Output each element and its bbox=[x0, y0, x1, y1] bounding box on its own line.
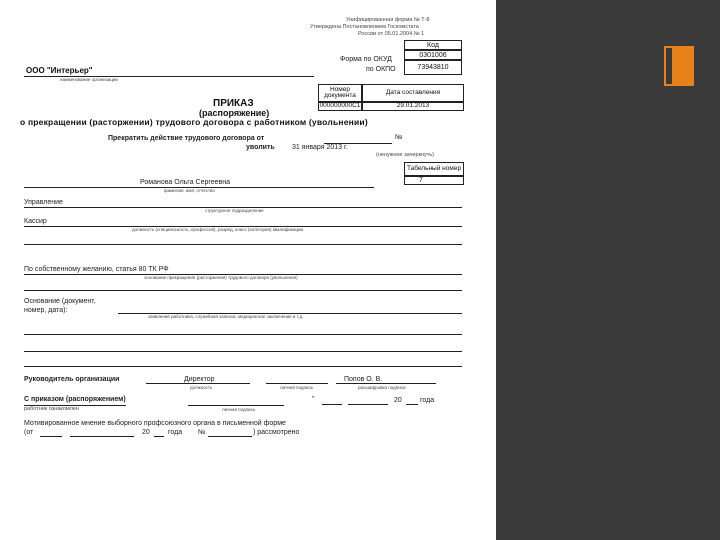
union-line2-c: года bbox=[168, 429, 183, 436]
union-number-line bbox=[208, 436, 252, 437]
form-header-line2: Утверждена Постановлением Госкомстата bbox=[310, 24, 419, 30]
position-caption: должность (специальность, профессия), разряд, класс (категория) квалификации bbox=[132, 227, 304, 232]
department-label: Управление bbox=[24, 199, 63, 206]
acquainted-year-prefix: 20 bbox=[394, 397, 402, 404]
basis-caption: заявление работника, служебная записка, медицинское заключение и т.д. bbox=[148, 314, 304, 319]
union-day-line bbox=[40, 436, 62, 437]
tab-number-header: Табельный номер bbox=[404, 162, 464, 176]
doc-subtitle: (распоряжение) bbox=[199, 108, 270, 118]
okpo-label: по ОКПО bbox=[366, 66, 396, 73]
head-name-line bbox=[336, 383, 436, 384]
okud-value-cell: 0301006 bbox=[404, 50, 462, 60]
dismiss-date: 31 января 2013 г. bbox=[292, 144, 348, 151]
basis-label2: номер, дата): bbox=[24, 307, 68, 314]
doc-date-header: Дата составления bbox=[362, 84, 464, 102]
department-caption: структурное подразделение bbox=[205, 208, 264, 213]
basis-label1: Основание (документ, bbox=[24, 298, 96, 305]
reason-line-2 bbox=[24, 290, 462, 291]
basis-line-4 bbox=[24, 366, 462, 367]
union-line2-b: 20 bbox=[142, 429, 150, 436]
acquainted-sub: работник ознакомлен bbox=[24, 406, 79, 412]
head-name-caption: расшифровка подписи bbox=[358, 385, 406, 390]
doc-num-value: 000000000С1 bbox=[319, 102, 361, 110]
union-year-line bbox=[154, 436, 164, 437]
doc-title-line3: о прекращении (расторжении) трудового договора с работником (увольнении) bbox=[20, 117, 368, 127]
code-header-cell: Код bbox=[404, 40, 462, 50]
terminate-label: Прекратить действие трудового договора от bbox=[108, 135, 265, 142]
head-position-line bbox=[146, 383, 250, 384]
union-line1: Мотивированное мнение выборного профсоюзного органа в письменной форме bbox=[24, 420, 286, 427]
acquainted-month-line bbox=[348, 404, 388, 405]
acquainted-line bbox=[24, 405, 126, 406]
doc-num-header: Номер документа bbox=[318, 84, 362, 102]
organization-name: ООО "Интерьер" bbox=[26, 66, 93, 75]
form-header-line1: Унифицированная форма № Т-8 bbox=[346, 17, 430, 23]
acquainted-sign-line bbox=[188, 405, 284, 406]
basis-line-3 bbox=[24, 351, 462, 352]
head-position-caption: должность bbox=[190, 385, 213, 390]
acquainted-day-line bbox=[322, 404, 342, 405]
head-position: Директор bbox=[184, 376, 215, 383]
okpo-value-cell: 73943810 bbox=[404, 60, 462, 75]
acquainted-quote: " bbox=[312, 396, 315, 403]
union-line2-d: № bbox=[198, 429, 206, 436]
union-line2-a: (от bbox=[24, 429, 34, 436]
employee-name-caption: фамилия, имя, отчество bbox=[164, 188, 215, 193]
reason-caption: основание прекращения (расторжения) трудового договора (увольнения) bbox=[144, 275, 298, 280]
needed-caption: (ненужное зачеркнуть) bbox=[376, 152, 434, 158]
position-line-2 bbox=[24, 244, 462, 245]
accent-block-icon bbox=[672, 46, 694, 86]
head-signature-caption: личная подпись bbox=[280, 385, 314, 390]
acquainted-year-line bbox=[406, 404, 418, 405]
acquainted-label: С приказом (распоряжением) bbox=[24, 396, 126, 403]
head-label: Руководитель организации bbox=[24, 376, 120, 383]
position-label: Кассир bbox=[24, 218, 47, 225]
organization-caption: наименование организации bbox=[60, 77, 118, 82]
terminate-no: № bbox=[395, 134, 403, 141]
acquainted-sign-caption: личная подпись bbox=[222, 407, 256, 412]
acquainted-year-suffix: года bbox=[420, 397, 435, 404]
head-signature-line bbox=[266, 383, 328, 384]
reason-text: По собственному желанию, статья 80 ТК РФ bbox=[24, 266, 169, 273]
employee-name: Романова Ольга Сергеевна bbox=[140, 179, 231, 186]
dismiss-label: уволить bbox=[246, 144, 275, 151]
union-month-line bbox=[70, 436, 134, 437]
form-header-line3: России от 05.01.2004 № 1 bbox=[358, 31, 425, 37]
tab-number-value: 7 bbox=[404, 176, 464, 185]
doc-date-value: 29.01.2013 bbox=[362, 102, 464, 111]
doc-title: ПРИКАЗ bbox=[213, 98, 254, 109]
basis-line-2 bbox=[24, 334, 462, 335]
okud-label: Форма по ОКУД bbox=[340, 56, 392, 63]
union-line2-e: ) рассмотрено bbox=[253, 429, 300, 436]
head-name: Попов О. В. bbox=[344, 376, 383, 383]
